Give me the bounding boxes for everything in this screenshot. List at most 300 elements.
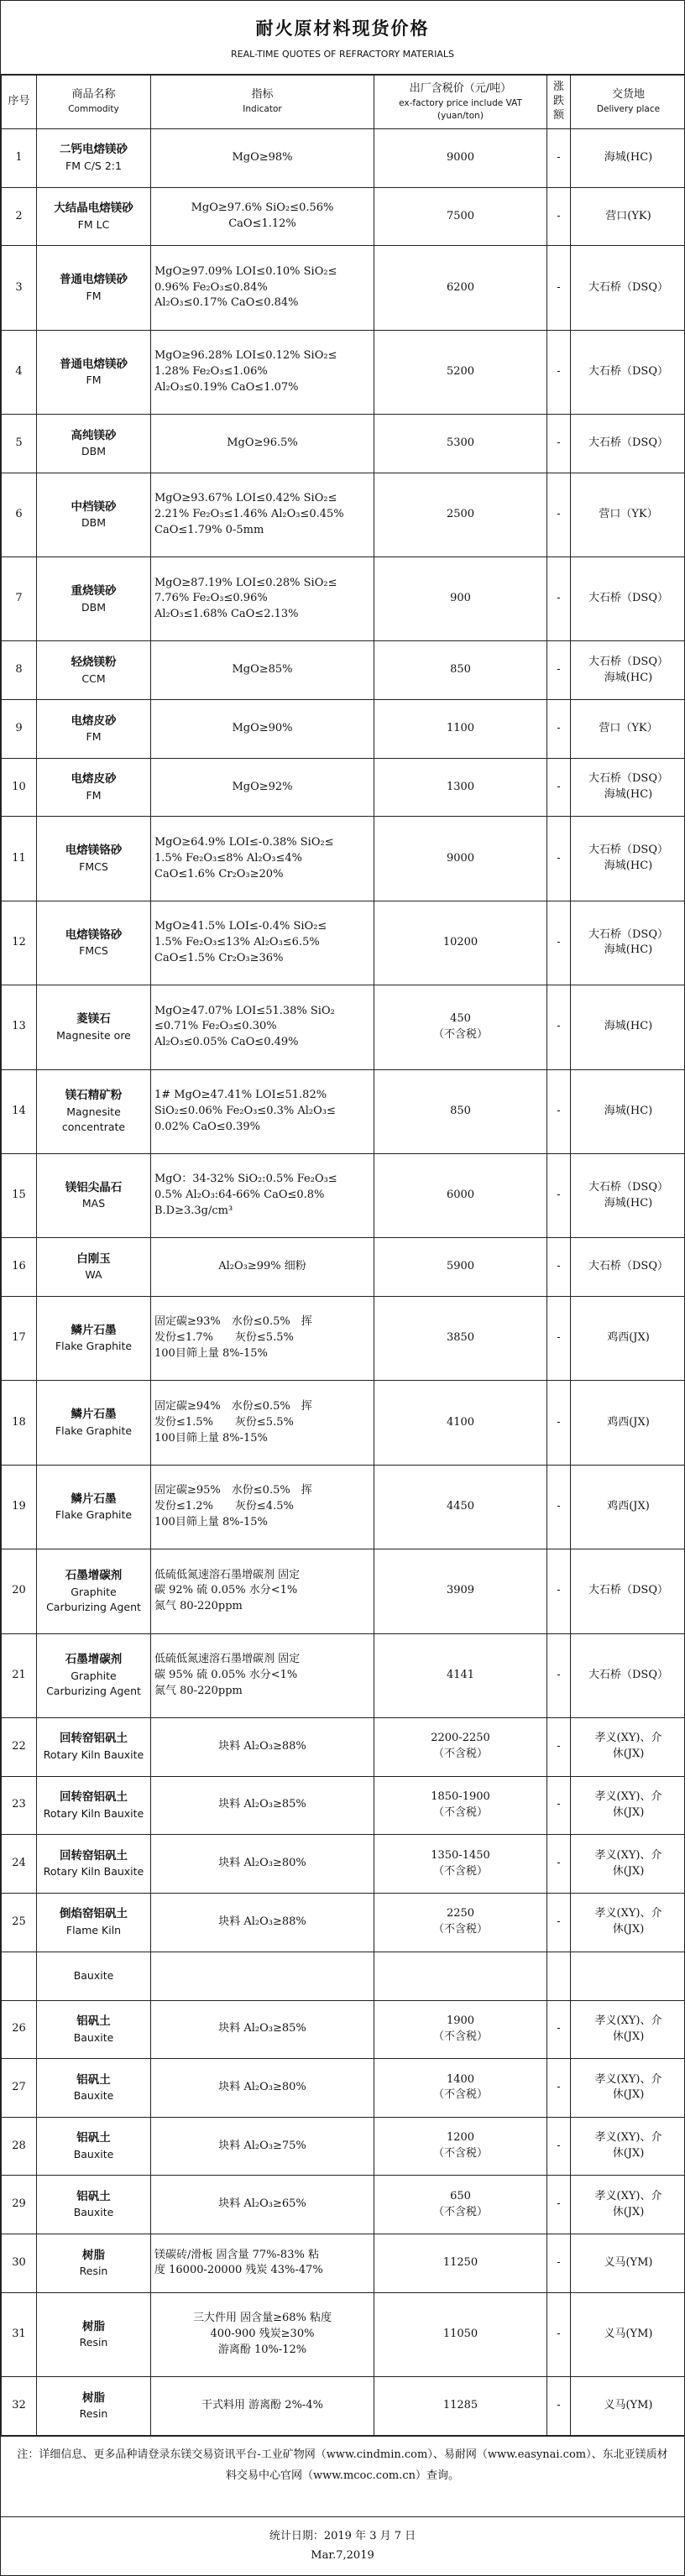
- cell-price: [374, 1952, 547, 2000]
- cell-no: 15: [2, 1153, 37, 1237]
- cell-price: 4141: [374, 1633, 547, 1717]
- cell-indicator: MgO≥92%: [151, 758, 374, 817]
- cell-change: -: [547, 1297, 571, 1381]
- cell-indicator: MgO：34-32% SiO₂:0.5% Fe₂O₃≤ 0.5% Al₂O₃:64-66% CaO≤0.8% B.D≥3.3g/cm³: [151, 1153, 374, 1237]
- commodity-cn: 回转窑铝矾土: [60, 1732, 128, 1746]
- cell-price: 1900 （不含税）: [374, 2000, 547, 2059]
- cell-no: 16: [2, 1238, 37, 1297]
- cell-delivery: 营口（YK）: [571, 700, 685, 759]
- cell-indicator: 固定碳≥94% 水份≤0.5% 挥 发份≤1.5% 灰份≤5.5% 100目筛上量 8%-15%: [151, 1381, 374, 1465]
- stat-date-en: Mar.7,2019: [311, 2548, 374, 2562]
- cell-change: -: [547, 557, 571, 641]
- commodity-cn: 电熔镁铬砂: [65, 927, 123, 942]
- cell-indicator: 块料 Al₂O₃≥85%: [151, 1776, 374, 1835]
- cell-change: -: [547, 1465, 571, 1549]
- cell-change: -: [547, 1835, 571, 1894]
- cell-indicator: 固定碳≥93% 水份≤0.5% 挥 发份≤1.7% 灰份≤5.5% 100目筛上量 8%-15%: [151, 1297, 374, 1381]
- cell-indicator: MgO≥64.9% LOI≤-0.38% SiO₂≤ 1.5% Fe₂O₃≤8% Al₂O₃≤4% CaO≤1.6% Cr₂O₃≥20%: [151, 817, 374, 901]
- cell-change: -: [547, 2176, 571, 2234]
- commodity-en: MAS: [81, 1197, 106, 1210]
- cell-commodity: [37, 1297, 151, 1381]
- cell-change: -: [547, 1549, 571, 1633]
- title-block: [1, 1, 684, 75]
- cell-no: 21: [2, 1633, 37, 1717]
- table-row: [2, 641, 685, 700]
- commodity-en: FM: [86, 289, 102, 302]
- cell-price: 5900: [374, 1238, 547, 1297]
- commodity-cn: 普通电熔镁砂: [60, 273, 128, 287]
- cell-delivery: 营口（YK）: [571, 473, 685, 556]
- cell-delivery: 大石桥（DSQ）: [571, 1633, 685, 1717]
- commodity-en: Flake Graphite: [55, 1424, 133, 1437]
- page-title: 耐火原材料现货价格: [255, 18, 430, 39]
- commodity-cn: 菱镁石: [76, 1012, 111, 1027]
- cell-no: 19: [2, 1465, 37, 1549]
- cell-indicator: MgO≥90%: [151, 700, 374, 759]
- table-row: [2, 1717, 685, 1776]
- commodity-cn: 树脂: [82, 2248, 105, 2262]
- cell-delivery: 大石桥（DSQ）: [571, 330, 685, 414]
- cell-no: 24: [2, 1835, 37, 1894]
- commodity-en: FM: [86, 788, 102, 802]
- footer-date: [1, 2516, 684, 2575]
- table-row: [2, 2000, 685, 2059]
- commodity-cn: 镁石精矿粉: [65, 1089, 123, 1103]
- cell-indicator: [151, 1952, 374, 2000]
- cell-indicator: 块料 Al₂O₃≥85%: [151, 2000, 374, 2059]
- cell-indicator: 固定碳≥95% 水份≤0.5% 挥 发份≤1.2% 灰份≤4.5% 100目筛上量 8%-15%: [151, 1465, 374, 1549]
- cell-delivery: 海城(HC): [571, 1069, 685, 1153]
- cell-delivery: 大石桥（DSQ） 海城(HC): [571, 817, 685, 901]
- cell-price: 1200 （不含税）: [374, 2117, 547, 2176]
- commodity-cn: 铝矾土: [76, 2131, 111, 2145]
- cell-price: 7500: [374, 187, 547, 246]
- cell-no: 13: [2, 985, 37, 1069]
- cell-no: 14: [2, 1069, 37, 1153]
- cell-commodity: [37, 700, 151, 759]
- commodity-en: FMCS: [79, 944, 108, 958]
- cell-no: 10: [2, 758, 37, 817]
- table-row: [2, 330, 685, 414]
- commodity-cn: 中档镁砂: [71, 499, 117, 514]
- commodity-cn: 轻烧镁粉: [71, 655, 117, 669]
- table-row: [2, 985, 685, 1069]
- table-row: [2, 2176, 685, 2234]
- cell-change: -: [547, 2292, 571, 2376]
- cell-price: 850: [374, 1069, 547, 1153]
- commodity-cn: 高纯镁砂: [71, 428, 117, 442]
- commodity-en: FM LC: [77, 217, 110, 231]
- cell-change: -: [547, 817, 571, 901]
- cell-price: 1400 （不含税）: [374, 2059, 547, 2118]
- cell-commodity: [37, 187, 151, 246]
- commodity-cn: 电熔镁铬砂: [65, 844, 123, 858]
- cell-indicator: Al₂O₃≥99% 细粉: [151, 1238, 374, 1297]
- cell-price: 1300: [374, 758, 547, 817]
- header-delivery-cn: 交货地: [611, 88, 645, 102]
- cell-indicator: 块料 Al₂O₃≥80%: [151, 2059, 374, 2118]
- cell-indicator: 低硫低氮速溶石墨增碳剂 固定 碳 92% 硫 0.05% 水分<1% 氮气 80-220ppm: [151, 1549, 374, 1633]
- cell-commodity: [37, 473, 151, 556]
- cell-commodity: [37, 557, 151, 641]
- cell-commodity: [37, 415, 151, 473]
- cell-delivery: 大石桥（DSQ）: [571, 1549, 685, 1633]
- cell-no: 28: [2, 2117, 37, 2176]
- commodity-cn: 重烧镁砂: [71, 583, 117, 598]
- cell-delivery: 孝义(XY)、介 休(JX): [571, 2059, 685, 2118]
- cell-indicator: MgO≥97.09% LOI≤0.10% SiO₂≤ 0.96% Fe₂O₃≤0.84% Al₂O₃≤0.17% CaO≤0.84%: [151, 246, 374, 330]
- cell-commodity: [37, 758, 151, 817]
- cell-no: [2, 1952, 37, 2000]
- commodity-cn: 鳞片石墨: [71, 1408, 117, 1422]
- table-row: [2, 1633, 685, 1717]
- table-row: [2, 1238, 685, 1297]
- header-indicator: [151, 76, 374, 129]
- cell-delivery: 海城(HC): [571, 985, 685, 1069]
- cell-change: -: [547, 985, 571, 1069]
- cell-commodity: [37, 1776, 151, 1835]
- commodity-en: Bauxite: [73, 2030, 114, 2044]
- commodity-cn: 鳞片石墨: [71, 1323, 117, 1337]
- commodity-en: DBM: [81, 600, 106, 614]
- cell-price: 11050: [374, 2292, 547, 2376]
- cell-price: 1100: [374, 700, 547, 759]
- cell-change: -: [547, 1893, 571, 1952]
- table-row: [2, 1297, 685, 1381]
- cell-commodity: [37, 641, 151, 700]
- cell-commodity: [37, 1465, 151, 1549]
- cell-indicator: MgO≥85%: [151, 641, 374, 700]
- commodity-cn: 镁铝尖晶石: [65, 1180, 123, 1194]
- cell-change: -: [547, 641, 571, 700]
- commodity-en: Bauxite: [73, 2089, 114, 2103]
- commodity-en: Rotary Kiln Bauxite: [43, 1806, 144, 1820]
- commodity-en: Rotary Kiln Bauxite: [43, 1748, 144, 1761]
- commodity-en: WA: [85, 1268, 102, 1282]
- commodity-cn: 回转窑铝矾土: [60, 1848, 128, 1863]
- cell-no: 18: [2, 1381, 37, 1465]
- cell-indicator: MgO≥98%: [151, 129, 374, 188]
- cell-change: -: [547, 246, 571, 330]
- cell-indicator: 镁碳砖/滑板 固含量 77%-83% 粘 度 16000-20000 残炭 43%-47%: [151, 2234, 374, 2293]
- cell-price: 5200: [374, 330, 547, 414]
- cell-change: -: [547, 1069, 571, 1153]
- commodity-en: Bauxite: [73, 2206, 114, 2219]
- cell-price: 2250 （不含税）: [374, 1893, 547, 1952]
- cell-delivery: 大石桥（DSQ） 海城(HC): [571, 1153, 685, 1237]
- cell-commodity: [37, 2176, 151, 2234]
- commodity-en: DBM: [81, 516, 106, 530]
- cell-commodity: [37, 330, 151, 414]
- commodity-en: Flake Graphite: [55, 1508, 133, 1522]
- cell-price: 450 （不含税）: [374, 985, 547, 1069]
- cell-commodity: [37, 1633, 151, 1717]
- cell-delivery: 大石桥（DSQ）: [571, 1238, 685, 1297]
- commodity-en: Flake Graphite: [55, 1340, 133, 1353]
- commodity-en: FM C/S 2:1: [65, 159, 122, 173]
- commodity-en: Flame Kiln: [65, 1923, 122, 1936]
- cell-indicator: MgO≥96.28% LOI≤0.12% SiO₂≤ 1.28% Fe₂O₃≤1.06% Al₂O₃≤0.19% CaO≤1.07%: [151, 330, 374, 414]
- commodity-cn: 鳞片石墨: [71, 1492, 117, 1506]
- cell-no: 2: [2, 187, 37, 246]
- cell-delivery: 大石桥（DSQ）: [571, 415, 685, 473]
- table-row-spacer: [2, 1952, 685, 2000]
- cell-change: -: [547, 700, 571, 759]
- cell-no: 23: [2, 1776, 37, 1835]
- commodity-cn: 树脂: [82, 2319, 105, 2333]
- cell-delivery: 大石桥（DSQ）: [571, 246, 685, 330]
- cell-change: -: [547, 2000, 571, 2059]
- commodity-cn: 电熔皮砂: [71, 772, 117, 786]
- cell-commodity: [37, 2059, 151, 2118]
- commodity-en: Bauxite: [73, 2147, 114, 2161]
- commodity-cn: 铝矾土: [76, 2189, 111, 2203]
- cell-indicator: 块料 Al₂O₃≥88%: [151, 1893, 374, 1952]
- cell-price: 11250: [374, 2234, 547, 2293]
- cell-delivery: 孝义(XY)、介 休(JX): [571, 2176, 685, 2234]
- commodity-cn: 石墨增碳剂: [65, 1568, 123, 1582]
- commodity-en: CCM: [81, 671, 106, 685]
- table-row: [2, 2059, 685, 2118]
- table-row: [2, 246, 685, 330]
- table-row: [2, 1893, 685, 1952]
- cell-delivery: 义马(YM): [571, 2292, 685, 2376]
- cell-price: 1850-1900 （不含税）: [374, 1776, 547, 1835]
- cell-no: 29: [2, 2176, 37, 2234]
- table-row: [2, 901, 685, 985]
- cell-price: 6200: [374, 246, 547, 330]
- cell-price: 3909: [374, 1549, 547, 1633]
- cell-commodity: [37, 1549, 151, 1633]
- cell-no: 6: [2, 473, 37, 556]
- cell-delivery: 孝义(XY)、介 休(JX): [571, 1717, 685, 1776]
- cell-no: 31: [2, 2292, 37, 2376]
- commodity-cn: 白刚玉: [76, 1251, 111, 1266]
- cell-change: -: [547, 2117, 571, 2176]
- cell-no: 30: [2, 2234, 37, 2293]
- cell-delivery: 大石桥（DSQ）: [571, 557, 685, 641]
- cell-price: 10200: [374, 901, 547, 985]
- cell-price: 900: [374, 557, 547, 641]
- commodity-en: Resin: [79, 2336, 108, 2349]
- table-row: [2, 1381, 685, 1465]
- cell-price: 4450: [374, 1465, 547, 1549]
- cell-commodity: [37, 1381, 151, 1465]
- commodity-cn: 大结晶电熔镁砂: [54, 201, 133, 216]
- cell-delivery: 义马(YM): [571, 2377, 685, 2436]
- cell-price: 850: [374, 641, 547, 700]
- cell-commodity: [37, 2234, 151, 2293]
- commodity-en: Magnesite ore: [56, 1028, 131, 1042]
- cell-commodity: [37, 1153, 151, 1237]
- cell-price: 650 （不含税）: [374, 2176, 547, 2234]
- table-row: [2, 1835, 685, 1894]
- cell-delivery: 孝义(XY)、介 休(JX): [571, 2117, 685, 2176]
- cell-delivery: 义马(YM): [571, 2234, 685, 2293]
- cell-commodity: [37, 1893, 151, 1952]
- cell-no: 3: [2, 246, 37, 330]
- cell-price: 2500: [374, 473, 547, 556]
- commodity-en: Resin: [79, 2407, 108, 2421]
- cell-change: -: [547, 2234, 571, 2293]
- cell-change: -: [547, 758, 571, 817]
- commodity-cn: 树脂: [82, 2391, 105, 2405]
- cell-indicator: MgO≥96.5%: [151, 415, 374, 473]
- table-body: [2, 129, 685, 2436]
- cell-change: -: [547, 2377, 571, 2436]
- cell-commodity: [37, 1238, 151, 1297]
- cell-delivery: 海城(HC): [571, 129, 685, 188]
- commodity-cn: 普通电熔镁砂: [60, 357, 128, 371]
- cell-indicator: MgO≥87.19% LOI≤0.28% SiO₂≤ 7.76% Fe₂O₃≤0.96% Al₂O₃≤1.68% CaO≤2.13%: [151, 557, 374, 641]
- cell-commodity: [37, 2292, 151, 2376]
- cell-delivery: 孝义(XY)、介 休(JX): [571, 2000, 685, 2059]
- table-row: [2, 1465, 685, 1549]
- table-row: [2, 758, 685, 817]
- cell-indicator: 块料 Al₂O₃≥65%: [151, 2176, 374, 2234]
- cell-indicator: 块料 Al₂O₃≥80%: [151, 1835, 374, 1894]
- cell-price: 9000: [374, 817, 547, 901]
- commodity-en: FMCS: [79, 860, 108, 873]
- table-row: [2, 817, 685, 901]
- cell-commodity: [37, 901, 151, 985]
- cell-no: 11: [2, 817, 37, 901]
- commodity-en: Rotary Kiln Bauxite: [43, 1865, 144, 1878]
- commodity-cn: 电熔皮砂: [71, 713, 117, 728]
- cell-delivery: 大石桥（DSQ） 海城(HC): [571, 641, 685, 700]
- cell-indicator: 1# MgO≥47.41% LOI≤51.82% SiO₂≤0.06% Fe₂O₃≤0.3% Al₂O₃≤ 0.02% CaO≤0.39%: [151, 1069, 374, 1153]
- table-row: [2, 2117, 685, 2176]
- header-price-cn: 出厂含税价（元/吨）: [409, 81, 512, 95]
- table-row: [2, 187, 685, 246]
- cell-indicator: 块料 Al₂O₃≥88%: [151, 1717, 374, 1776]
- commodity-en: DBM: [81, 445, 106, 458]
- cell-indicator: 低硫低氮速溶石墨增碳剂 固定 碳 95% 硫 0.05% 水分<1% 氮气 80-220ppm: [151, 1633, 374, 1717]
- header-delivery-en: Delivery place: [596, 104, 661, 115]
- header-delivery: [571, 76, 685, 129]
- cell-delivery: 孝义(XY)、介 休(JX): [571, 1893, 685, 1952]
- cell-no: 5: [2, 415, 37, 473]
- cell-no: 12: [2, 901, 37, 985]
- cell-delivery: 大石桥（DSQ） 海城(HC): [571, 901, 685, 985]
- cell-change: -: [547, 187, 571, 246]
- cell-no: 8: [2, 641, 37, 700]
- commodity-en: Magnesite concentrate: [61, 1105, 126, 1134]
- table-row: [2, 1776, 685, 1835]
- cell-change: -: [547, 415, 571, 473]
- commodity-en: FM: [86, 730, 102, 744]
- header-commodity-en: Commodity: [68, 104, 119, 115]
- cell-no: 7: [2, 557, 37, 641]
- cell-delivery: 营口(YK): [571, 187, 685, 246]
- cell-delivery: 鸡西(JX): [571, 1465, 685, 1549]
- cell-indicator: MgO≥97.6% SiO₂≤0.56% CaO≤1.12%: [151, 187, 374, 246]
- cell-no: 26: [2, 2000, 37, 2059]
- cell-no: 9: [2, 700, 37, 759]
- cell-change: -: [547, 901, 571, 985]
- commodity-cn: 铝矾土: [76, 2014, 111, 2028]
- commodity-en: Resin: [79, 2265, 108, 2278]
- table-header-row: [2, 76, 685, 129]
- cell-change: -: [547, 1238, 571, 1297]
- commodity-cn: 倒焰窑铝矾土: [60, 1907, 128, 1921]
- cell-delivery: 鸡西(JX): [571, 1381, 685, 1465]
- cell-commodity: [37, 817, 151, 901]
- cell-commodity: [37, 246, 151, 330]
- table-row: [2, 700, 685, 759]
- cell-delivery: [571, 1952, 685, 2000]
- cell-commodity: [37, 1952, 151, 2000]
- table-row: [2, 473, 685, 556]
- commodity-cn: 回转窑铝矾土: [60, 1790, 128, 1805]
- cell-no: 22: [2, 1717, 37, 1776]
- cell-indicator: 干式料用 游离酚 2%-4%: [151, 2377, 374, 2436]
- cell-delivery: 鸡西(JX): [571, 1297, 685, 1381]
- cell-indicator: MgO≥93.67% LOI≤0.42% SiO₂≤ 2.21% Fe₂O₃≤1.46% Al₂O₃≤0.45% CaO≤1.79% 0-5mm: [151, 473, 374, 556]
- cell-change: -: [547, 1381, 571, 1465]
- table-row: [2, 415, 685, 473]
- commodity-en: FM: [86, 374, 102, 387]
- cell-commodity: [37, 985, 151, 1069]
- cell-commodity: [37, 2000, 151, 2059]
- cell-commodity: [37, 1069, 151, 1153]
- cell-change: -: [547, 473, 571, 556]
- table-row: [2, 1549, 685, 1633]
- commodity-cn: 铝矾土: [76, 2072, 111, 2087]
- cell-delivery: 孝义(XY)、介 休(JX): [571, 1776, 685, 1835]
- header-indicator-cn: 指标: [251, 88, 274, 102]
- header-price-en1: ex-factory price include VAT: [399, 97, 522, 108]
- header-no: 序号: [2, 76, 37, 129]
- cell-indicator: MgO≥47.07% LOI≤51.38% SiO₂ ≤0.71% Fe₂O₃≤0.30% Al₂O₃≤0.05% CaO≤0.49%: [151, 985, 374, 1069]
- commodity-cn: 二钙电熔镁砂: [60, 143, 128, 157]
- cell-change: -: [547, 1776, 571, 1835]
- cell-no: 32: [2, 2377, 37, 2436]
- cell-change: [547, 1952, 571, 2000]
- cell-change: -: [547, 2059, 571, 2118]
- cell-price: 1350-1450 （不含税）: [374, 1835, 547, 1894]
- table-row: [2, 2234, 685, 2293]
- cell-change: -: [547, 1717, 571, 1776]
- cell-no: 1: [2, 129, 37, 188]
- commodity-en: Graphite Carburizing Agent: [46, 1585, 141, 1613]
- cell-no: 25: [2, 1893, 37, 1952]
- cell-commodity: [37, 2377, 151, 2436]
- header-commodity: [37, 76, 151, 129]
- cell-change: -: [547, 1633, 571, 1717]
- table-row: [2, 1153, 685, 1237]
- cell-price: 11285: [374, 2377, 547, 2436]
- cell-no: 27: [2, 2059, 37, 2118]
- cell-commodity: [37, 1717, 151, 1776]
- footer-note: 注：详细信息、更多品种请登录东镁交易资讯平台-工业矿物网（www.cindmin.com）、易耐网（www.easynai.com）、东北亚镁质材料交易中心官网（www.mcoc.com.cn）查询。: [1, 2436, 684, 2516]
- cell-delivery: 大石桥（DSQ） 海城(HC): [571, 758, 685, 817]
- cell-indicator: 块料 Al₂O₃≥75%: [151, 2117, 374, 2176]
- cell-price: 2200-2250 （不含税）: [374, 1717, 547, 1776]
- stat-date-cn: 统计日期：2019 年 3 月 7 日: [269, 2530, 416, 2543]
- cell-price: 5300: [374, 415, 547, 473]
- cell-price: 3850: [374, 1297, 547, 1381]
- table-row: [2, 2292, 685, 2376]
- cell-delivery: 孝义(XY)、介 休(JX): [571, 1835, 685, 1894]
- table-row: [2, 129, 685, 188]
- cell-price: 6000: [374, 1153, 547, 1237]
- cell-change: -: [547, 330, 571, 414]
- cell-change: -: [547, 129, 571, 188]
- header-price: [374, 76, 547, 129]
- header-price-en2: (yuan/ton): [437, 110, 484, 121]
- cell-change: -: [547, 1153, 571, 1237]
